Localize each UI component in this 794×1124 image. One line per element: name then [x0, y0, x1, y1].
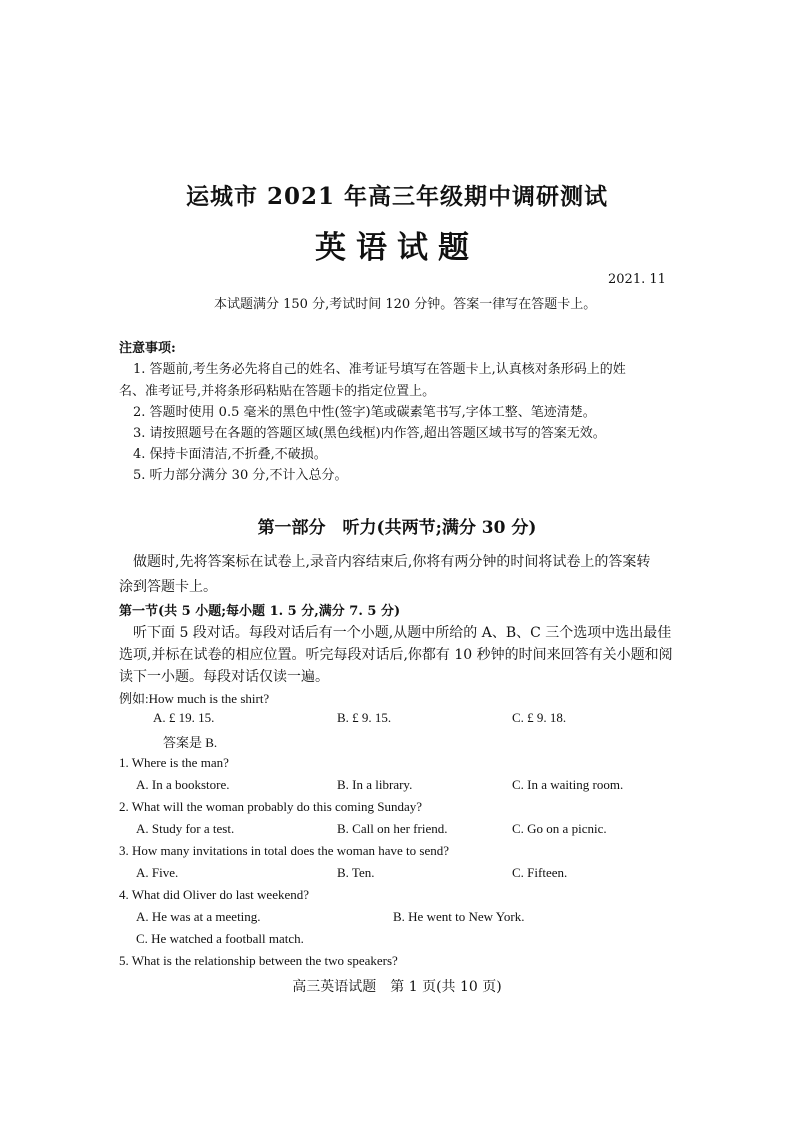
example-question: 例如:How much is the shirt? [119, 691, 270, 706]
note-line: 3. 请按照题号在各题的答题区域(黑色线框)内作答,超出答题区域书写的答案无效。 [133, 426, 606, 441]
question-4: 4. What did Oliver do last weekend? [119, 887, 310, 902]
example-option-a: A. £ 19. 15. [153, 710, 215, 725]
example-option-b: B. £ 9. 15. [337, 710, 392, 725]
q4-option-a: A. He was at a meeting. [136, 909, 261, 924]
part-instruction: 涂到答题卡上。 [119, 579, 217, 595]
example-option-c: C. £ 9. 18. [512, 710, 567, 725]
q1-option-a: A. In a bookstore. [136, 777, 230, 792]
exam-intro: 本试题满分 150 分,考试时间 120 分钟。答案一律写在答题卡上。 [214, 297, 597, 312]
question-5: 5. What is the relationship between the two speakers? [119, 953, 398, 968]
question-2: 2. What will the woman probably do this coming Sunday? [119, 799, 423, 814]
exam-title: 运城市 2021 年高三年级期中调研测试 [185, 183, 609, 210]
q2-option-c: C. Go on a picnic. [512, 821, 607, 836]
q2-option-b: B. Call on her friend. [337, 821, 448, 836]
q2-option-a: A. Study for a test. [136, 821, 235, 836]
question-1: 1. Where is the man? [119, 755, 229, 770]
q4-option-b: B. He went to New York. [393, 909, 525, 924]
q3-option-c: C. Fifteen. [512, 865, 568, 880]
q3-option-b: B. Ten. [337, 865, 375, 880]
q4-option-c: C. He watched a football match. [136, 931, 304, 946]
part-instruction: 做题时,先将答案标在试卷上,录音内容结束后,你将有两分钟的时间将试卷上的答案转 [133, 554, 651, 570]
section-instruction: 读下一小题。每段对话仅读一遍。 [119, 669, 329, 685]
exam-date: 2021. 11 [608, 272, 666, 287]
section-one-title: 第一节(共 5 小题;每小题 1. 5 分,满分 7. 5 分) [119, 604, 401, 619]
q1-option-c: C. In a waiting room. [512, 777, 624, 792]
page-footer: 高三英语试题 第 1 页(共 10 页) [292, 979, 502, 995]
part-one-title: 第一部分 听力(共两节;满分 30 分) [257, 518, 537, 538]
section-instruction: 听下面 5 段对话。每段对话后有一个小题,从题中所给的 A、B、C 三个选项中选出最佳 [133, 625, 672, 641]
note-line: 2. 答题时使用 0.5 毫米的黑色中性(签字)笔或碳素笔书写,字体工整、笔迹清楚。 [133, 405, 596, 420]
section-instruction: 选项,并标在试卷的相应位置。听完每段对话后,你都有 10 秒钟的时间来回答有关小题和阅 [119, 647, 673, 663]
notes-title: 注意事项: [119, 341, 176, 356]
q3-option-a: A. Five. [136, 865, 179, 880]
note-line: 5. 听力部分满分 30 分,不计入总分。 [133, 468, 348, 483]
q1-option-b: B. In a library. [337, 777, 413, 792]
note-line: 4. 保持卡面清洁,不折叠,不破损。 [133, 447, 327, 462]
subject-title: 英语试题 [315, 230, 479, 266]
question-3: 3. How many invitations in total does the woman have to send? [119, 843, 449, 858]
note-line: 名、准考证号,并将条形码粘贴在答题卡的指定位置上。 [119, 384, 436, 399]
note-line: 1. 答题前,考生务必先将自己的姓名、准考证号填写在答题卡上,认真核对条形码上的姓 [133, 362, 626, 377]
example-answer: 答案是 B. [163, 735, 218, 750]
